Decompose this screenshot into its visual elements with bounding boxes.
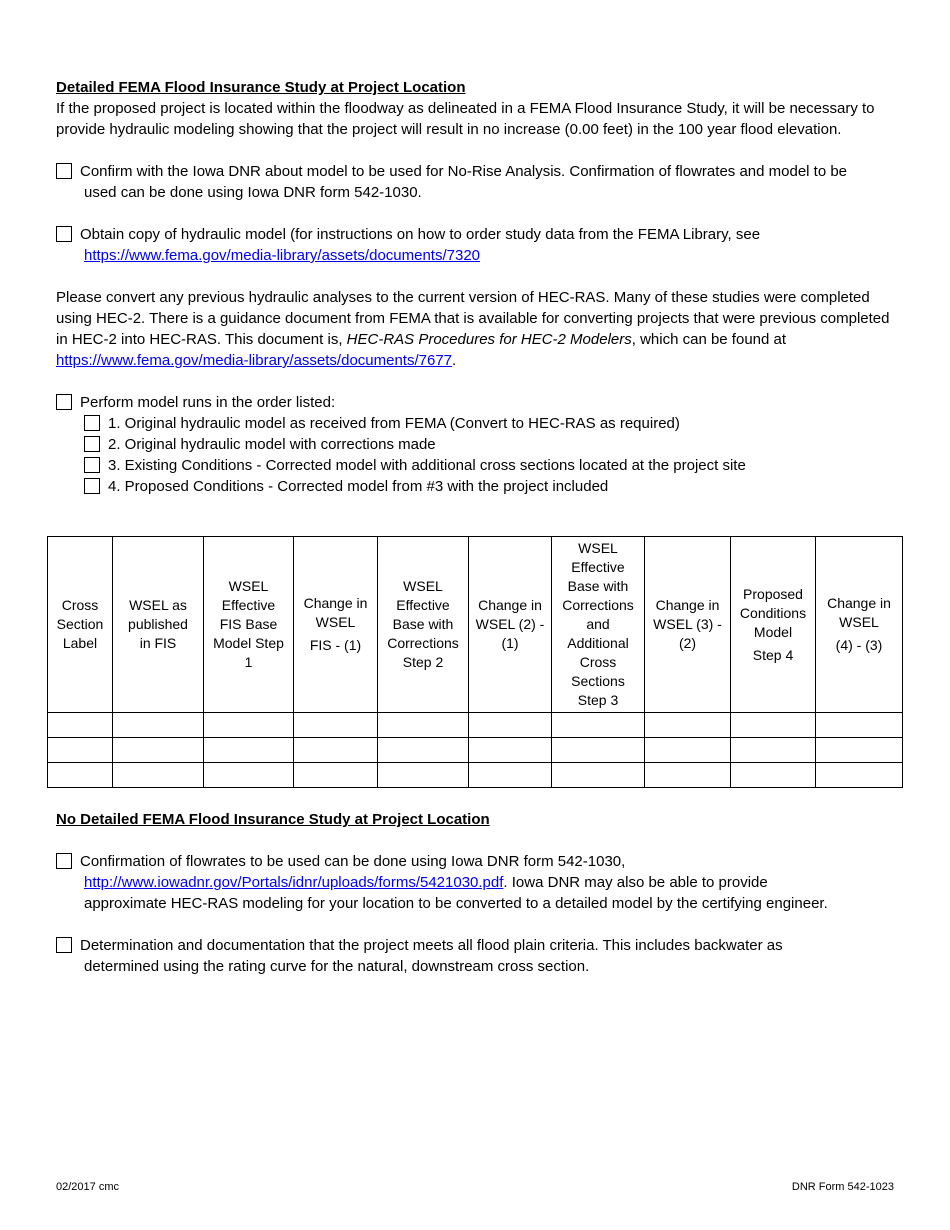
- checkbox[interactable]: [56, 226, 72, 242]
- section1-intro: If the proposed project is located within the floodway as delineated in a FEMA Flood Insurance Study, it will be necessary to provide hydraulic modeling showing that the project will result in no increase (0.00 feet) in the 100 year flood elevation.: [56, 100, 875, 138]
- model-run-item: 3. Existing Conditions - Corrected model with additional cross sections located at the project site: [84, 455, 896, 476]
- table-row: [48, 738, 903, 763]
- model-run-item: 2. Original hydraulic model with corrections made: [84, 434, 896, 455]
- checkbox[interactable]: [56, 853, 72, 869]
- section2-title: No Detailed FEMA Flood Insurance Study at Project Location: [56, 811, 490, 828]
- checkbox[interactable]: [84, 415, 100, 431]
- table-header-row: [48, 537, 903, 713]
- checklist-item-confirm-model: Confirm with the Iowa DNR about model to be used for No-Rise Analysis. Confirmation of flowrates and model to be used can be done using Iowa DNR form 542-1030.: [56, 161, 896, 203]
- checklist-item-flowrates: Confirmation of flowrates to be used can be done using Iowa DNR form 542-1030, http://www.iowadnr.gov/Portals/idnr/uploads/forms/5421030.pdf. Iowa DNR may also be able to provide approximate HEC-RAS modeling for your location to be converted to a detailed model by the certifying engineer.: [56, 851, 896, 914]
- header-change-fis-1: Change in WSEL FIS - (1): [294, 537, 378, 713]
- checklist-item-model-runs: Perform model runs in the order listed:: [56, 392, 896, 413]
- checklist-item-flood-plain-criteria: Determination and documentation that the project meets all flood plain criteria. This includes backwater as determined using the rating curve for the natural, downstream cross section.: [56, 935, 896, 977]
- wsel-comparison-table: [47, 536, 903, 788]
- table-row: [48, 763, 903, 788]
- header-change-2-1: Change in WSEL (2) - (1): [469, 537, 552, 713]
- header-cross-section-label: Cross Section Label: [48, 537, 113, 713]
- checklist-item-obtain-model: Obtain copy of hydraulic model (for instructions on how to order study data from the FEMA Library, see https://www.fema.gov/media-library/assets/documents/7320: [56, 224, 896, 266]
- footer-date: 02/2017 cmc: [56, 1181, 119, 1193]
- section2: [56, 809, 896, 977]
- iowa-dnr-form-link[interactable]: http://www.iowadnr.gov/Portals/idnr/uploads/forms/5421030.pdf: [84, 874, 504, 891]
- model-runs-list: [84, 413, 896, 497]
- convert-paragraph: Please convert any previous hydraulic analyses to the current version of HEC-RAS. Many of these studies were completed using HEC-2. There is a guidance document from FEMA that is available for converting projects that were previous completed in HEC-2 into HEC-RAS. This document is, HEC-RAS Procedures for HEC-2 Modelers, which can be found at https://www.fema.gov/media-library/assets/documents/7677.: [56, 289, 890, 369]
- table-row: [48, 713, 903, 738]
- section1-title: Detailed FEMA Flood Insurance Study at Project Location: [56, 79, 466, 96]
- header-change-4-3: Change in WSEL (4) - (3): [816, 537, 903, 713]
- checkbox[interactable]: [84, 457, 100, 473]
- checkbox[interactable]: [84, 436, 100, 452]
- checkbox[interactable]: [56, 937, 72, 953]
- checkbox[interactable]: [84, 478, 100, 494]
- model-run-item: 4. Proposed Conditions - Corrected model from #3 with the project included: [84, 476, 896, 497]
- header-change-3-2: Change in WSEL (3) - (2): [645, 537, 731, 713]
- fema-library-link[interactable]: https://www.fema.gov/media-library/assets/documents/7320: [84, 247, 481, 264]
- header-wsel-step1: WSEL Effective FIS Base Model Step 1: [204, 537, 294, 713]
- footer-form-number: DNR Form 542-1023: [791, 1181, 894, 1193]
- hec-ras-guide-link[interactable]: https://www.fema.gov/media-library/assets/documents/7677: [56, 352, 453, 369]
- form-page: [56, 77, 896, 497]
- header-wsel-published: WSEL as published in FIS: [113, 537, 204, 713]
- header-wsel-step3: WSEL Effective Base with Corrections and Additional Cross Sections Step 3: [552, 537, 645, 713]
- header-wsel-step2: WSEL Effective Base with Corrections Step 2: [378, 537, 469, 713]
- model-run-item: 1. Original hydraulic model as received from FEMA (Convert to HEC-RAS as required): [84, 413, 896, 434]
- checkbox[interactable]: [56, 163, 72, 179]
- header-proposed-step4: Proposed Conditions Model Step 4: [731, 537, 816, 713]
- checkbox[interactable]: [56, 394, 72, 410]
